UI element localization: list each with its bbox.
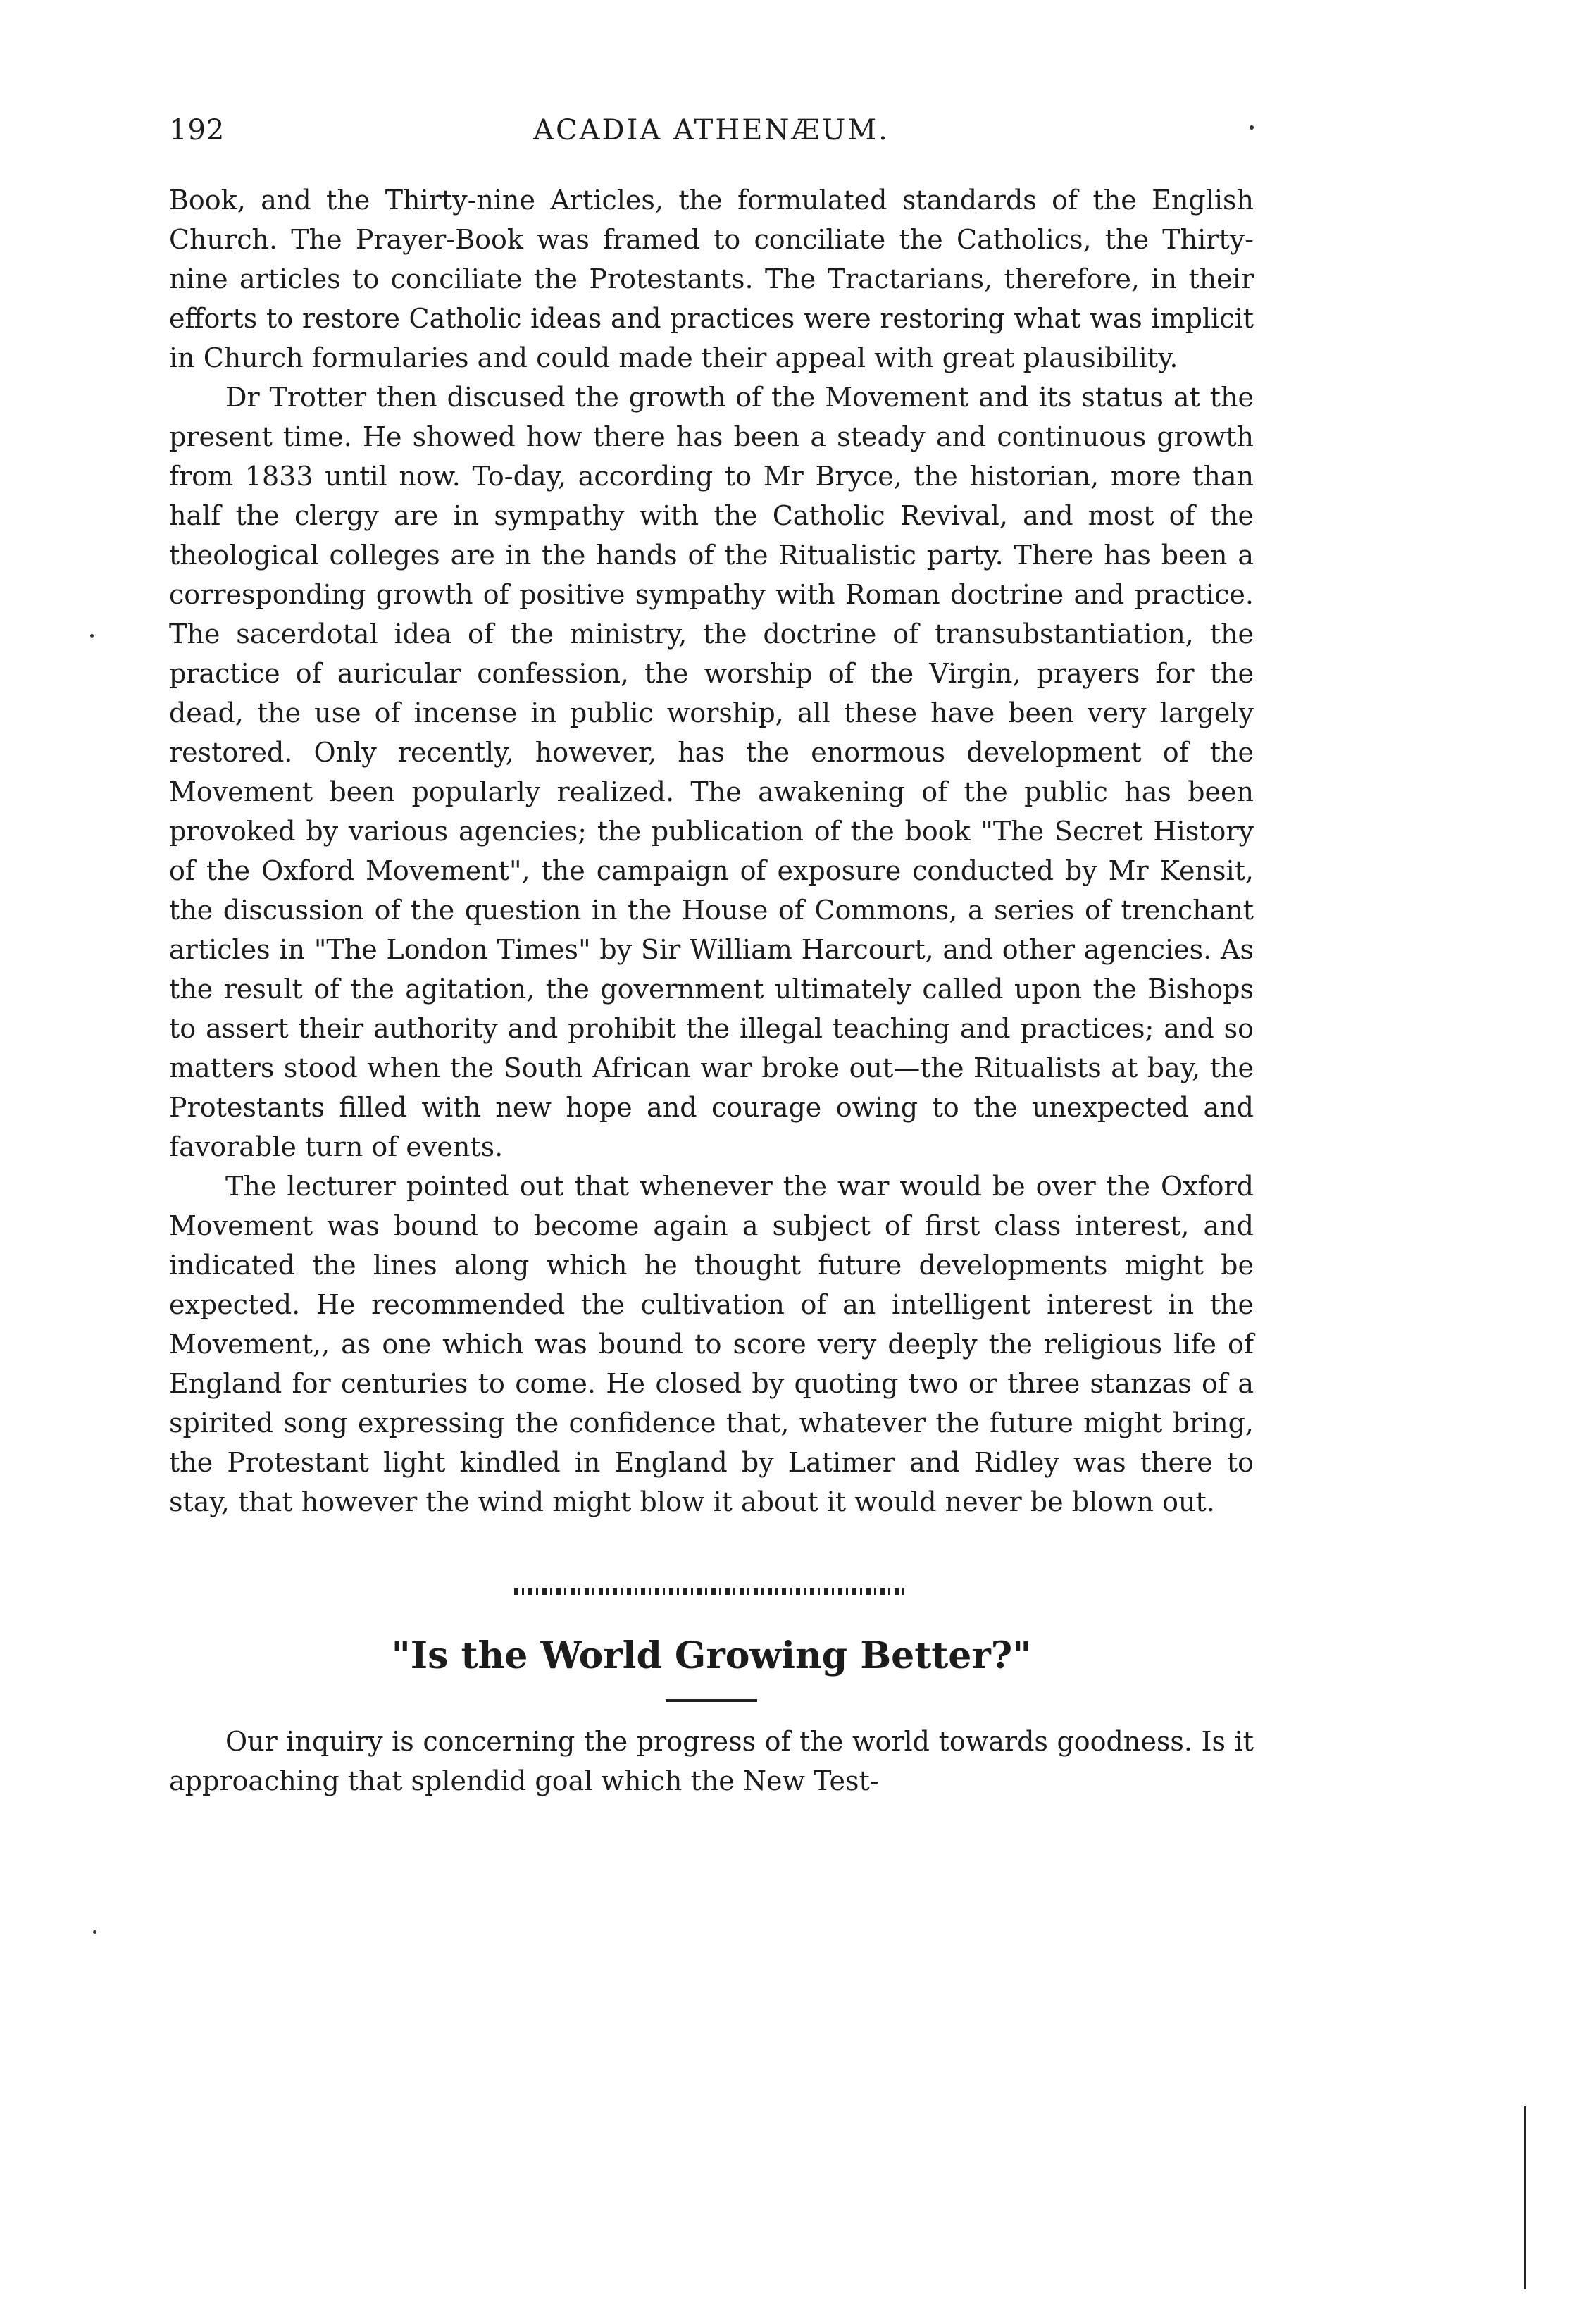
- page-number: 192: [169, 114, 225, 147]
- printer-mark: [1250, 125, 1254, 130]
- paragraph-continued: Book, and the Thirty-nine Articles, the formulated standards of the English Church. The Prayer-Book was framed to conciliate the Catholics, the Thirty-nine articles to conciliate the Protestants. The Tractarians, therefore, in their efforts to restore Catholic ideas and practices were restoring what was implicit in Church formularies and could made their appeal with great plausibility.: [169, 185, 1254, 373]
- page-edge-line: [1524, 2106, 1526, 2289]
- article-body: [169, 180, 1254, 1522]
- margin-speck: [93, 1930, 96, 1934]
- article-opening-paragraph: Our inquiry is concerning the progress of the world towards goodness. Is it approaching that splendid goal which the New Test-: [169, 1726, 1254, 1796]
- section-ornament: [514, 1582, 909, 1599]
- title-rule: [666, 1699, 757, 1702]
- page-header: [169, 106, 1254, 155]
- page: [169, 106, 1254, 1801]
- ornament-divider: [514, 1588, 909, 1595]
- paragraph-growth: Dr Trotter then discused the growth of the Movement and its status at the present time. He showed how there has been a steady and continuous growth from 1833 until now. To-day, according to Mr Bryce, the historian, more than half the clergy are in sympathy with the Catholic Revival, and most of the theological colleges are in the hands of the Ritualistic party. There has been a corresponding growth of positive sympathy with Roman doctrine and practice. The sacerdotal idea of the ministry, the doctrine of transubstantiation, the practice of auricular confession, the worship of the Virgin, prayers for the dead, the use of incense in public worship, all these have been very largely restored. Only recently, however, has the enormous development of the Movement been popularly realized. The awakening of the public has been provoked by various agencies; the publication of the book "The Secret History of the Oxford Movement", the campaign of exposure conducted by Mr Kensit, the discussion of the question in the House of Commons, a series of trenchant articles in "The London Times" by Sir William Harcourt, and other agencies. As the result of the agitation, the government ultimately called upon the Bishops to assert their authority and prohibit the illegal teaching and practices; and so matters stood when the South African war broke out—the Ritualists at bay, the Protestants filled with new hope and courage owing to the unexpected and favorable turn of events.: [169, 382, 1254, 1162]
- margin-speck: [90, 634, 94, 638]
- article-title: "Is the World Growing Better?": [391, 1634, 1032, 1677]
- paragraph-conclusion: The lecturer pointed out that whenever the war would be over the Oxford Movement was bound to become again a subject of first class interest, and indicated the lines along which he thought future developments might be expected. He recommended the cultivation of an intelligent interest in the Movement,, as one which was bound to score very deeply the religious life of England for centuries to come. He closed by quoting two or three stanzas of a spirited song expressing the confidence that, whatever the future might bring, the Protestant light kindled in England by Latimer and Ridley was there to stay, that however the wind might blow it about it would never be blown out.: [169, 1171, 1254, 1517]
- running-title: ACADIA ATHENÆUM.: [533, 114, 890, 147]
